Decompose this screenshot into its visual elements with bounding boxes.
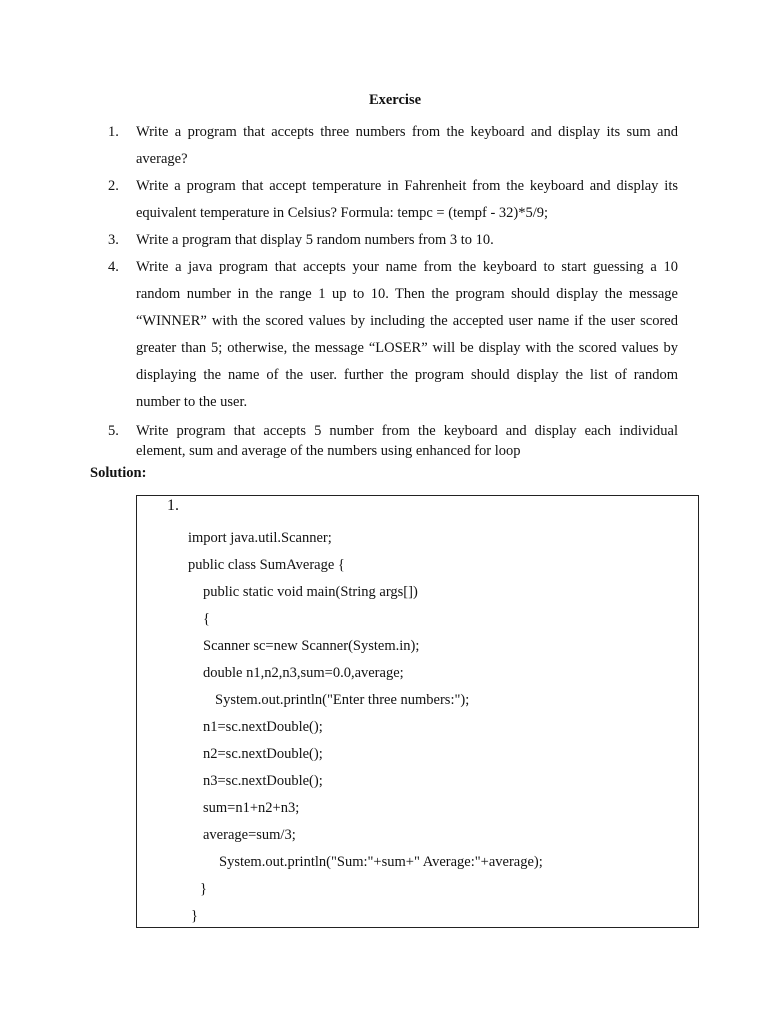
exercise-item-number: 2. <box>108 178 119 194</box>
code-line: { <box>203 611 210 627</box>
code-line: sum=n1+n2+n3; <box>203 800 300 816</box>
exercise-title: Exercise <box>368 92 422 108</box>
code-line: } <box>191 908 198 924</box>
exercise-list <box>108 119 678 461</box>
code-line: public static void main(String args[]) <box>203 584 418 600</box>
code-line: n3=sc.nextDouble(); <box>203 773 323 789</box>
exercise-item-number: 5. <box>108 423 119 439</box>
code-line: } <box>200 881 207 897</box>
code-line: Scanner sc=new Scanner(System.in); <box>203 638 420 654</box>
code-line: double n1,n2,n3,sum=0.0,average; <box>203 665 404 681</box>
code-box <box>136 495 699 928</box>
exercise-item <box>108 227 678 254</box>
exercise-item <box>108 421 678 461</box>
exercise-item <box>108 254 678 416</box>
code-line: public class SumAverage { <box>188 557 345 573</box>
solution-number: 1. <box>167 497 179 514</box>
exercise-item-number: 3. <box>108 232 119 248</box>
code-line: System.out.println("Enter three numbers:"); <box>215 692 470 708</box>
exercise-item-text: Write a java program that accepts your name from the keyboard to start guessing a 10 random number in the range 1 up to 10. Then the program should display the message “WINNER” with the scored values by including the accepted user name if the user scored greater than 5; otherwise, the message “LOSER” will be display with the scored values by displaying the name of the user. further the program should display the list of random number to the user. <box>136 259 678 410</box>
code-line: n1=sc.nextDouble(); <box>203 719 323 735</box>
exercise-item-text: Write a program that display 5 random numbers from 3 to 10. <box>136 232 494 248</box>
code-line: System.out.println("Sum:"+sum+" Average:"+average); <box>219 854 543 870</box>
exercise-item-number: 4. <box>108 259 119 275</box>
exercise-item <box>108 173 678 227</box>
code-line: average=sum/3; <box>203 827 296 843</box>
exercise-item <box>108 119 678 173</box>
solution-label: Solution: <box>90 465 147 481</box>
exercise-item-number: 1. <box>108 124 119 140</box>
exercise-item-text: Write a program that accepts three numbers from the keyboard and display its sum and average? <box>136 124 678 167</box>
code-line: import java.util.Scanner; <box>188 530 332 546</box>
exercise-item-text: Write a program that accept temperature in Fahrenheit from the keyboard and display its equivalent temperature in Celsius? Formula: tempc = (tempf - 32)*5/9; <box>136 178 678 221</box>
code-line: n2=sc.nextDouble(); <box>203 746 323 762</box>
exercise-item-text: Write program that accepts 5 number from the keyboard and display each individual element, sum and average of the numbers using enhanced for loop <box>136 423 678 459</box>
